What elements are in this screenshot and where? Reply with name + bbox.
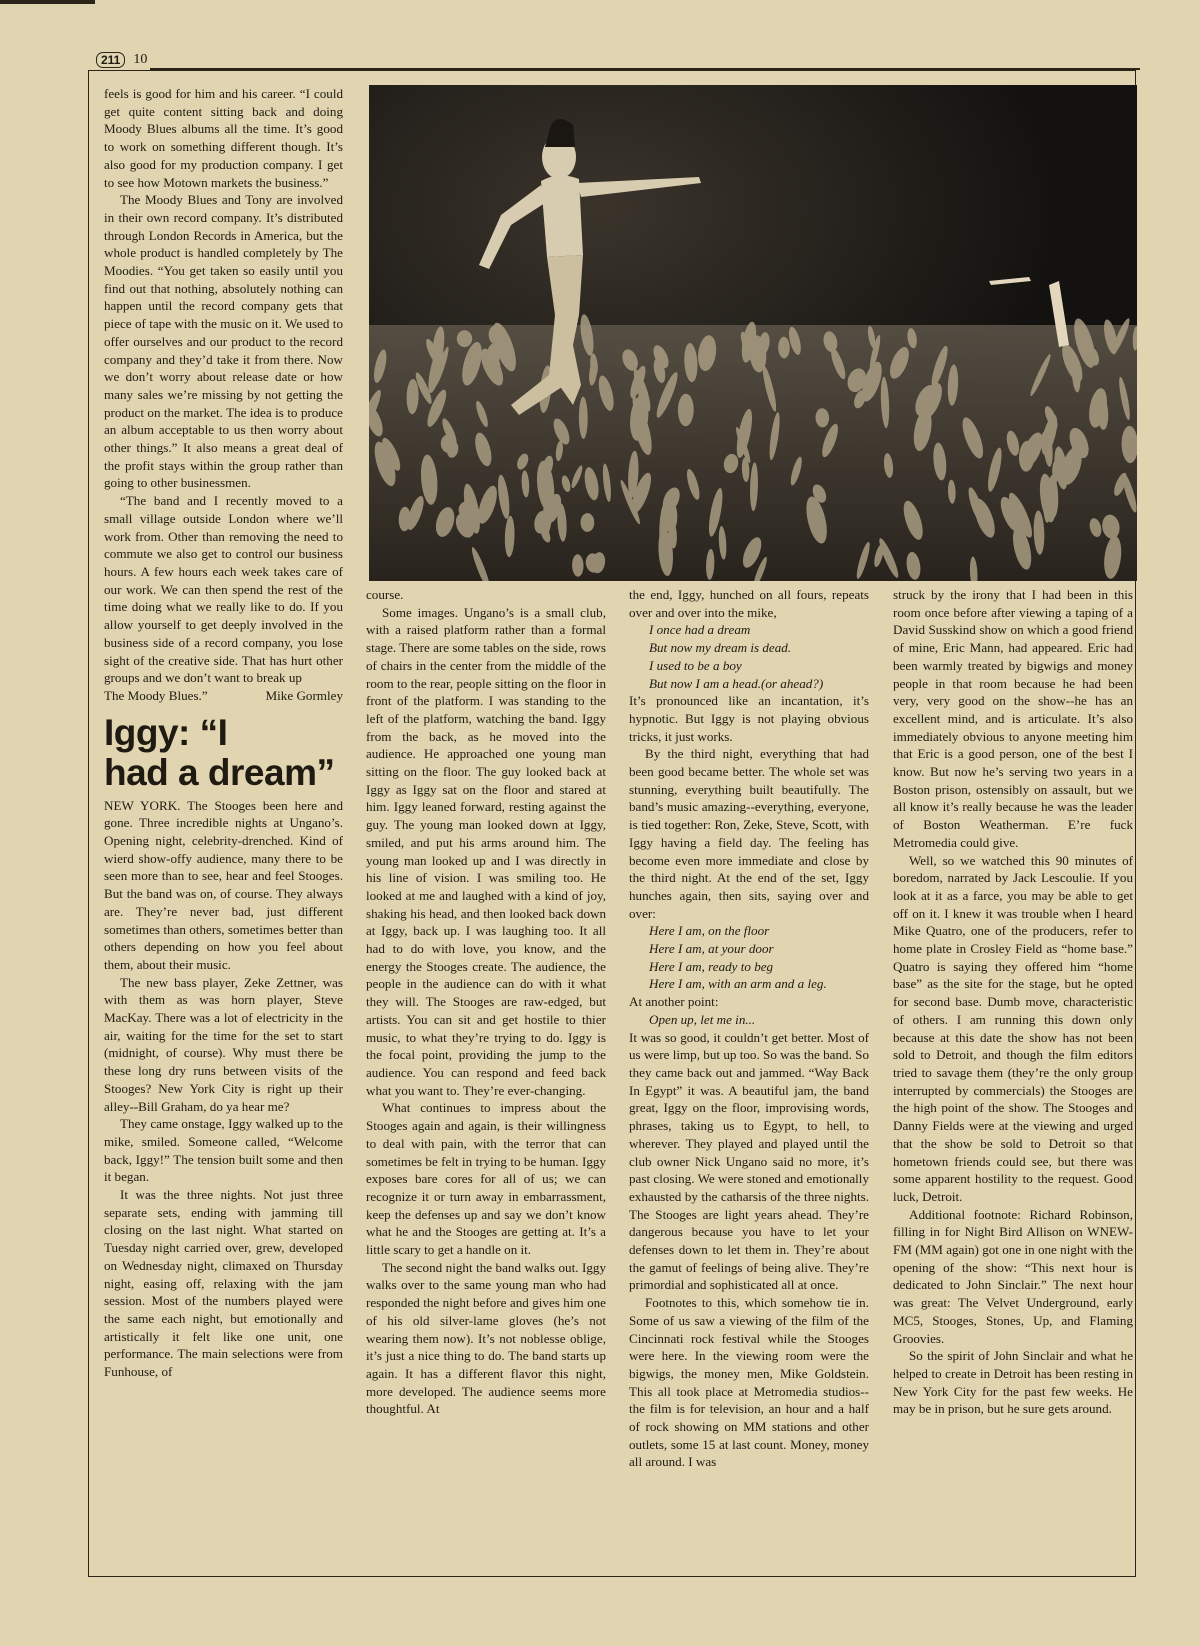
col2-paragraph: What continues to impress about the Stooges again and again, is their willingness to deal with pain, with the terror that can sometimes be felt in trying to be human. Iggy exposes bare cores for all of us; we can recognize it or turn away in embarrassment, keep the defenses up and say we don’t know what he and the Stooges are getting at. It’s a little scary to get a handle on it. (366, 1100, 606, 1258)
col4-paragraph: So the spirit of John Sinclair and what he helped to create in Detroit has been resting in New York City for the past few weeks. He may be in prison, but he sure gets around. (893, 1348, 1133, 1417)
col3-lead: the end, Iggy, hunched on all fours, repeats over and over into the mike, (629, 587, 869, 620)
verse-block-2 (629, 922, 869, 993)
col2-paragraph: course. (366, 587, 404, 602)
top-rule (0, 0, 95, 4)
verse3-paragraph: Open up, let me in... (649, 1011, 756, 1027)
col1b-paragraph: They came onstage, Iggy walked up to the mike, smiled. Someone called, “Welcome back, Iggy!” The tension built some and then it began. (104, 1116, 343, 1185)
byline: Mike Gormley (265, 687, 343, 703)
verse1-paragraph: I used to be a boy (649, 657, 742, 673)
col4-paragraph: struck by the irony that I had been in this room once before after viewing a taping of a David Susskind show on which a good friend of mine, Eric Mann, had appeared. Eric had been warmly treated by bigwigs and money people in that room because he had been very, very good on the show--he has an excellent mind, and is articulate. It’s also immediately obvious to anyone meeting him that Eric is a good person, one of the best I know. But now he’s serving two years in a Boston prison, ostensibly on assault, but we all know it’s really because he was the leader of Boston Weatherman. E’re fuck Metromedia could give. (893, 587, 1133, 850)
raised-hand (580, 513, 594, 532)
verse2-paragraph: Here I am, at your door (649, 941, 774, 957)
column-4-text (893, 586, 1133, 1418)
col3-transition: At another point: (629, 994, 719, 1010)
verse2-paragraph: Here I am, on the floor (649, 923, 770, 939)
headline (104, 713, 343, 793)
byline-lead: The Moody Blues.” (104, 687, 208, 703)
col2-paragraph: The second night the band walks out. Iggy walks over to the same young man who had responded the night before and gives him one of his old silver-lame gloves (he’s not wearing them now). It’s not noblesse oblige, it’s just a nice thing to do. The band starts up again. It has a different flavor this night, more developed. The audience seems more thoughtful. At (366, 1259, 606, 1417)
verse2-paragraph: Here I am, ready to beg (649, 958, 774, 974)
col1b-paragraph: NEW YORK. The Stooges been here and gone. Three incredible nights at Ungano’s. Opening night, celebrity-drenched. Kind of wierd show-offy audience, many there to be seen more than to see, hear and feel Stooges. But the band was on, of course. They always are. They’re never bad, just different sometimes than others, sometimes better than others depending on how you feel about them, about their music. (104, 797, 343, 972)
verse1-paragraph: But now I am a head.(or ahead?) (649, 675, 824, 691)
headline-line-1: Iggy: “I (104, 711, 228, 753)
byline-row (104, 687, 343, 705)
col1b-paragraph: The new bass player, Zeke Zettner, was with them as was horn player, Steve MacKay. There was a lot of electricity in the air, waiting for the time for the set to start (midnight, of course). Why must there be these long dry runs between visits of the Stooges? New York City is right up their alley--Bill Graham, do ya hear me? (104, 974, 343, 1114)
col3d-paragraph: Footnotes to this, which somehow tie in. Some of us saw a viewing of the film of the Cincinnati rock festival while the Stooges were here. In the viewing room were the bigwigs, the money men, Mike Goldstein. This all took place at Metromedia studios--the film is for television, an hour and a half of rock showing on MM stations and other outlets, some 15 at last count. Money, money all around. I was (629, 1295, 869, 1470)
folio (96, 52, 147, 68)
col1-paragraph: The Moody Blues and Tony are involved in their own record company. It’s distributed through London Records in America, but the whole product is handled completely by The Moodies. “You get taken so easily until you find out that nothing, absolutely nothing can happen until the record company gets that piece of tape with the music on it. We used to offer ourselves and our product to the record company and they’d take it from there. Now we don’t worry about release date or how many sales we’re missing by not getting the product on the market. The idea is to produce an album acceptable to us then worry about other things.” It also means a great deal of the profit stays within the group rather than going to other businessmen. (104, 192, 343, 491)
headline-line-2: had a dream” (104, 751, 335, 793)
col1-paragraph: “The band and I recently moved to a small village outside London where we’ll work from. Other than removing the need to commute we also get to control our business hours. A few hours each week takes care of our work. We can then spend the rest of the time doing what we really like to do. If you allow yourself to get deeply involved in the business side of a record company, you lose sight of the creative side. That has hurt other groups and we don’t want to break up (104, 493, 343, 686)
col1-paragraph: feels is good for him and his career. “I could get quite content sitting back and doing Moody Blues albums all the time. It’s good to work on something different though. It’s also good for my production company. I get to see how Motown markets the business.” (104, 86, 343, 190)
col3b-paragraph: It’s pronounced like an incantation, it’s hypnotic. But Iggy is not playing obvious tricks, it just works. (629, 693, 869, 744)
crowd-illustration (369, 85, 1137, 581)
verse-block-3 (629, 1011, 869, 1029)
column-1-article-text (104, 797, 343, 1381)
col2-paragraph: Some images. Ungano’s is a small club, with a raised platform rather than a formal stage. There are some tables on the side, rows of chairs in the center from the middle of the room to the rear, people sitting on the floor in front of the platform. I was standing to the left of the platform, watching the band. Iggy from the back, as he moved into the audience. He approached one young man sitting on the floor. The guy looked back at Iggy as Iggy sat on the floor and stared at him. Iggy leaned forward, resting against the guy. The young man looked down at Iggy, smiled, and put his arms around him. The young man looked up and I was directly in his line of vision. I was smiling too. He looked at me and laughed with a kind of joy, shaking his head, and then looked back down at Iggy, back up. I was laughing too. It all had to do with love, you know, and the energy the Stooges create. The audience, the people in the audience can do with it what they will. The Stooges are raw-edged, but artists. You can sit and get hostile to thier music, to what they’re trying to do. Iggy is the focal point, providing the jump to the audience. You can respond and feed back what you want to. They’re ever-changing. (366, 604, 606, 1098)
verse-block-1 (629, 621, 869, 692)
column-4 (893, 586, 1133, 1570)
column-3-text-d (629, 1029, 869, 1472)
col3b-paragraph: By the third night, everything that had been good became better. The whole set was stunning, everything built beautifully. The band’s music amazing--everything, everyone, is tied together: Ron, Zeke, Steve, Scott, with Iggy having a field day. The feeling has become even more immediate and close by the third night. At the end of the set, Iggy hunches again, then sits, saying over and over: (629, 746, 869, 921)
col1b-paragraph: It was the three nights. Not just three separate sets, ending with jamming till closing on the last night. What started on Tuesday night carried over, grew, developed on Wednesday night, climaxed on Thursday night, easing off, relaxing with the jam session. Most of the numbers played were the same each night, but emotionally and artistically it felt like one unit, one performance. The main selections were from Funhouse, of (104, 1187, 343, 1380)
concert-photo (369, 85, 1137, 581)
page-number: 10 (133, 52, 148, 67)
verse2-paragraph: Here I am, with an arm and a leg. (649, 976, 827, 992)
col4-paragraph: Well, so we watched this 90 minutes of boredom, narrated by Jack Lescoulie. If you look at it as a farce, you may be able to get off on it. I knew it was trouble when I heard Mike Quatro, one of the producers, refer to home plate in Crosley Field as “home base.” Quatro is saying they offered him “home base” as the site for the stage, but he opted for second base. Dumb move, characteristic of others. I am running this down only because at this date the show has not been sold to Detroit, and though the film editors tried to savage them (they’re the only group interrupted by commercials) the Stooges are the high point of the show. The Stooges and Danny Fields were at the viewing and urged that the show be sold to Detroit so that hometown friends could see, but there was some apparent hostility to the request. Good luck, Detroit. (893, 852, 1133, 1204)
col3d-paragraph: It was so good, it couldn’t get better. Most of us were limp, but up too. So was the band. So they came back out and jammed. “Way Back In Egypt” it was. A beautiful jam, the band great, Iggy on the floor, improvising words, phrases, taking us to Egypt, to hell, to wherever. They played and played until the club owner Nick Ungano said no more, it’s past closing. We were stoned and emotionally exhausted by the catharsis of the three nights. The Stooges are light years ahead. They’re dangerous because you have to let your defenses down to let them in. They’re about the gamut of feelings of being alive. They’re primordial and sophisticated all at once. (629, 1029, 869, 1293)
masthead-logo: 211 (96, 52, 125, 68)
column-1 (104, 85, 343, 1570)
column-3 (629, 586, 869, 1570)
column-1-text (104, 85, 343, 687)
column-3-text-b (629, 692, 869, 922)
verse1-paragraph: But now my dream is dead. (649, 640, 792, 656)
column-2 (366, 586, 606, 1570)
column-2-text (366, 586, 606, 1418)
verse1-paragraph: I once had a dream (649, 622, 751, 638)
col4-paragraph: Additional footnote: Richard Robinson, filling in for Night Bird Allison on WNEW-FM (MM again) got one in one night with the opening of the show: “This next hour is dedicated to John Sinclair.” The next hour was great: The Velvet Underground, early MC5, Stooges, Stones, Up, and Flaming Groovies. (893, 1206, 1133, 1346)
